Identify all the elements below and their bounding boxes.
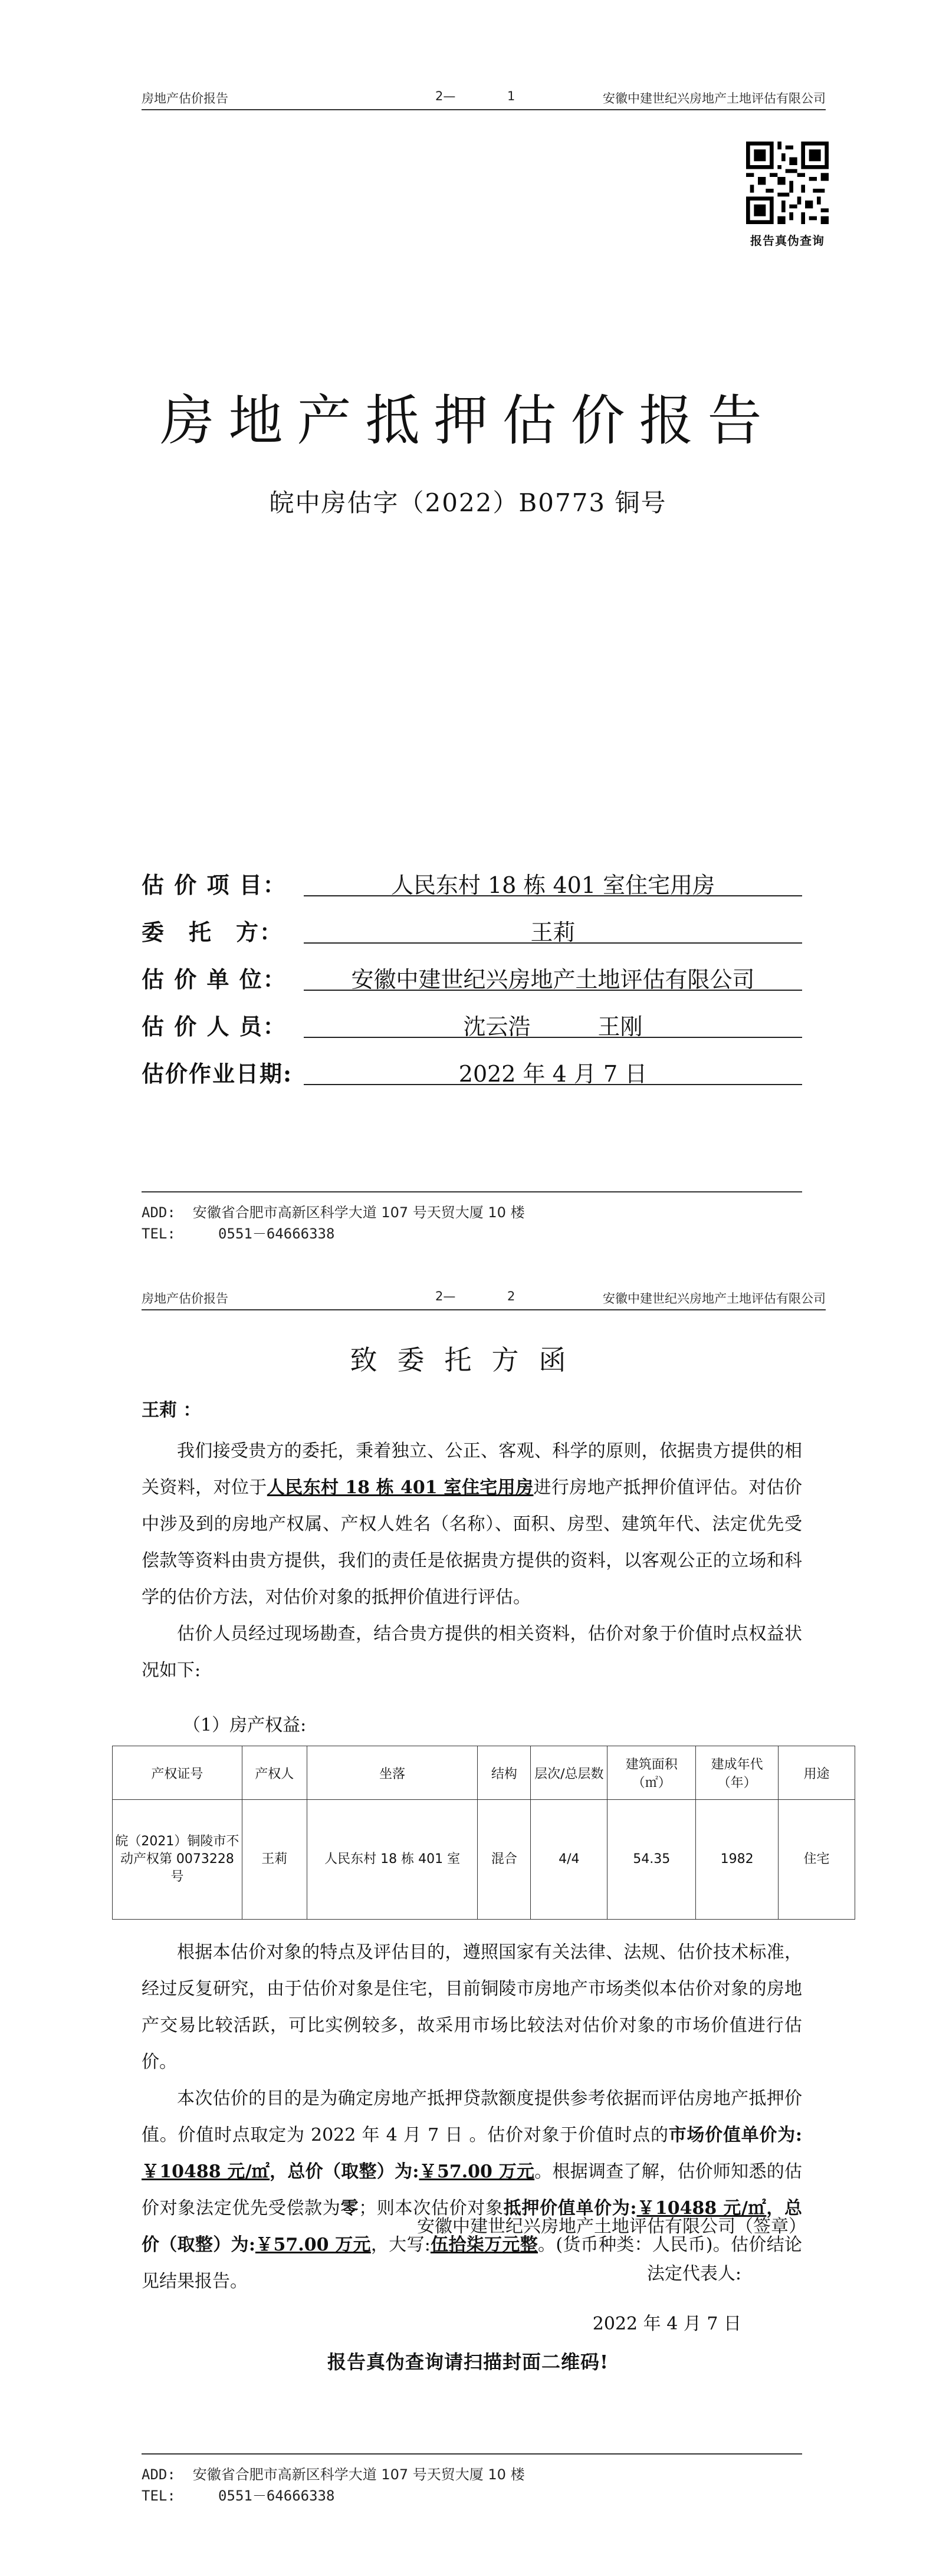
header-page-number: 2 [507, 1289, 515, 1303]
table-header-cell: 层次/总层数 [531, 1746, 607, 1800]
info-row-appraiser-firm [142, 955, 802, 1003]
paragraph-method: 根据本估价对象的特点及评估目的，遵照国家有关法律、法规、估价技术标准，经过反复研究，由于估价对象是住宅，目前铜陵市房地产市场类似本估价对象的房地产交易比较活跃，可比实例较多，故采用市场比较法对估价对象的市场价值进行估价。 [142, 1942, 802, 2072]
footer-tel: TEL: 0551－64666338 [142, 2488, 335, 2504]
table-cell: 4/4 [531, 1800, 607, 1920]
table-header-cell: 结构 [478, 1746, 531, 1800]
header-number-prefix: 2— [435, 1289, 456, 1303]
qr-code-block [737, 142, 838, 248]
table-header-cell: 坐落 [307, 1746, 478, 1800]
table-header-row [113, 1746, 855, 1800]
paragraph-survey: 估价人员经过现场勘查，结合贵方提供的相关资料，估价对象于价值时点权益状况如下: [142, 1624, 802, 1681]
info-label: 估 价 人 员： [142, 1013, 287, 1040]
header-company: 安徽中建世纪兴房地产土地评估有限公司 [603, 1292, 826, 1306]
header-title: 房地产估价报告 [142, 1292, 228, 1306]
report-title: 房地产抵押估价报告 [160, 389, 776, 452]
paragraph-conclusion: 本次估价的目的是为确定房地产抵押贷款额度提供参考依据而评估房地产抵押价值。价值时点取定为 2022 年 4 月 7 日 。估价对象于价值时点的市场价值单价为:￥10488 元/㎡，总价（取整）为:￥57.00 万元。根据调查了解，估价师知悉的估价对象法定优先受偿款为零；则本次估价对象抵押价值单价为:￥10488 元/㎡，总价（取整）为:￥57.00 万元，大写:伍拾柒万元整。(货币种类：人民币)。估价结论见结果报告。 [142, 2088, 803, 2292]
footer-address: ADD: 安徽省合肥市高新区科学大道 107 号天贸大厦 10 楼 [142, 1204, 525, 1221]
header-number-prefix: 2— [435, 89, 456, 103]
info-row-appraisers [142, 1003, 802, 1050]
footer-tel: TEL: 0551－64666338 [142, 1225, 335, 1242]
letter-body-2 [142, 1934, 802, 2300]
table-cell: 人民东村 18 栋 401 室 [307, 1800, 478, 1920]
running-header [142, 1286, 826, 1310]
info-label: 估 价 单 位： [142, 966, 287, 993]
info-value: 王莉 [304, 914, 802, 944]
qr-caption: 报告真伪查询 [750, 234, 825, 248]
info-row-project [142, 861, 802, 908]
letter-date: 2022 年 4 月 7 日 [592, 2314, 741, 2334]
table-header-cell: 建筑面积（㎡） [607, 1746, 696, 1800]
table-header-cell: 产权人 [242, 1746, 307, 1800]
info-label: 估价作业日期: [142, 1060, 293, 1087]
table-cell: 王莉 [242, 1800, 307, 1920]
cover-page [0, 0, 936, 1286]
salutation: 王莉 ： [142, 1400, 201, 1421]
info-label: 委 托 方： [142, 919, 284, 945]
company-signature: 安徽中建世纪兴房地产土地评估有限公司（签章） [417, 2216, 806, 2237]
report-number: 皖中房估字（2022）B0773 铜号 [269, 488, 667, 517]
page-footer [142, 1191, 802, 1243]
rights-caption: （1）房产权益: [183, 1715, 307, 1736]
table-row [113, 1800, 855, 1920]
table-cell: 54.35 [607, 1800, 696, 1920]
running-header [142, 86, 826, 110]
page-footer [142, 2453, 802, 2505]
table-header-cell: 产权证号 [113, 1746, 242, 1800]
table-header-cell: 用途 [779, 1746, 855, 1800]
info-row-date [142, 1050, 802, 1097]
footer-address: ADD: 安徽省合肥市高新区科学大道 107 号天贸大厦 10 楼 [142, 2466, 525, 2483]
info-value: 安徽中建世纪兴房地产土地评估有限公司 [304, 961, 802, 991]
info-value: 2022 年 4 月 7 日 [304, 1056, 802, 1085]
cover-info [142, 861, 802, 1097]
header-title: 房地产估价报告 [142, 91, 228, 106]
table-header-cell: 建成年代（年） [696, 1746, 779, 1800]
letter-body-1: 我们接受贵方的委托，秉着独立、公正、客观、科学的原则，依据贵方提供的相关资料，对位于人民东村 18 栋 401 室住宅用房进行房地产抵押价值评估。对估价中涉及到的房地产权属、产权人姓名（名称）、面积、房型、建筑年代、法定优先受偿款等资料由贵方提供，我们的责任是依据贵方提供的资料，以客观公正的立场和科学的估价方法，对估价对象的抵押价值进行评估。 估价人员经过现场勘查，结合贵方提供的相关资料，估价对象于价值时点权益状况如下: [142, 1433, 802, 1689]
table-cell: 皖（2021）铜陵市不动产权第 0073228 号 [113, 1800, 242, 1920]
verification-note: 报告真伪查询请扫描封面二维码! [327, 2351, 609, 2373]
table-cell: 1982 [696, 1800, 779, 1920]
info-value: 沈云浩 王刚 [304, 1008, 802, 1038]
info-label: 估 价 项 目： [142, 872, 287, 898]
qr-code-icon[interactable] [746, 142, 829, 224]
table-cell: 混合 [478, 1800, 531, 1920]
info-value: 人民东村 18 栋 401 室住宅用房 [304, 867, 802, 896]
legal-representative: 法定代表人: [646, 2263, 741, 2284]
property-subject: 人民东村 18 栋 401 室住宅用房 [267, 1477, 534, 1498]
header-company: 安徽中建世纪兴房地产土地评估有限公司 [603, 91, 826, 106]
letter-page [0, 1286, 936, 2576]
letter-title: 致委托方函 [350, 1344, 586, 1376]
header-page-number: 1 [507, 89, 515, 103]
table-cell: 住宅 [779, 1800, 855, 1920]
property-rights-table [112, 1746, 855, 1920]
info-row-client [142, 908, 802, 955]
